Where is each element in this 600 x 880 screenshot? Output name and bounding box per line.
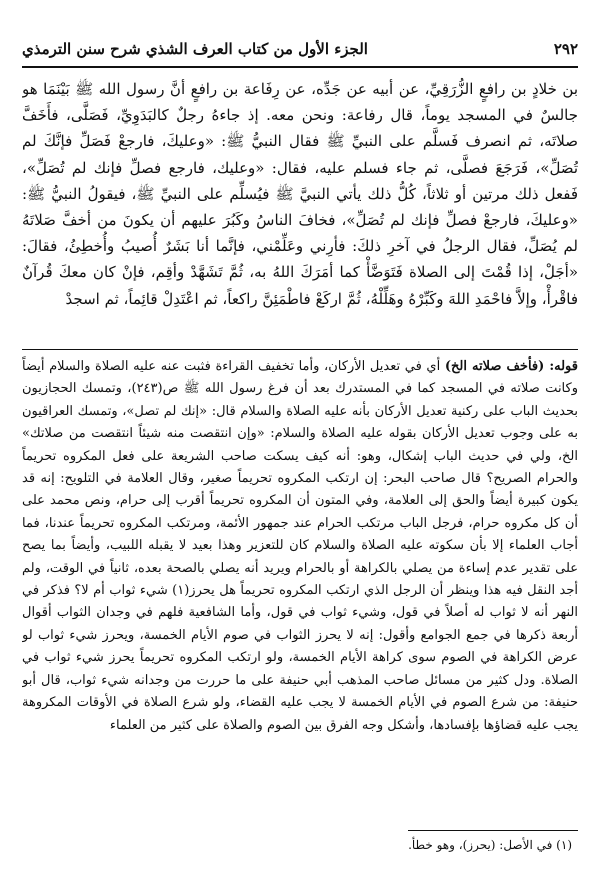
commentary-text: أي في تعديل الأركان، وأما تخفيف القراءة فثبت عنه عليه الصلاة والسلام أيضاً وكانت صلاته في المسجد كما في المستدرك بعد أن فرغ رسول الله ﷺ ص(٢٤٣)، وتمسك الحجازيون بحديث الباب على ركنية تعديل الأركان بأنه عليه الصلاة والسلام قال: «إنك لم تصل»، وتمسك العراقيون به على وجوب تعديل الأركان بقوله عليه الصلاة والسلام: «وإن انتقصت منه شيئاً انتقصت من صلاتك» الخ، ولي في حديث الباب إشكال، وهو: أنه كيف يسكت صاحب الشريعة على فعل المكروه تحريماً والحرام الصريح؟ قال صاحب البحر: إن ارتكب المكروه تحريماً صغير، وقال العلامة في التلويح: إنه قد يكون كبيرة أيضاً والحق إلى العلامة، وفي المتون أن المكروه تحريماً أقرب إلى حرام، ونص محمد على أن كل مكروه حرام، فرجل الباب مرتكب الحرام عند جمهور الأئمة، ومرتكب المكروه تحريماً عندنا، فما أجاب العلماء إلا بأن سكوته عليه الصلاة والسلام كان للتعزير وهذا بعيد لا يقبله اللبيب، وأيضاً بما يصح على تقدير عدم إساءة من يصلي بالكراهة أو بالحرام ويريد أنه يصلي بالصحة بعده، ثانياً في الوقت، ولم أجد النقل فيه هذا وينظر أن الرجل الذي ارتكب المكروه تحريماً هل يحرز(١) شيء ثواب أم لا؟ فذكر في النهر أنه لا ثواب له أصلاً في قول، وشيء ثواب في قول، وأما الشافعية فلهم في وجدان الثواب أقوال أربعة ذكرها في جمع الجوامع وأقول: إنه لا يحرز الثواب في صوم الأيام الخمسة، ويحرز شيء ثواب لو عرض الكراهة في الصوم سوى كراهة الأيام الخمسة، ولو ارتكب المكروه تحريماً يحرز شيء ثواب في الصلاة. ودل كثير من مسائل صاحب المذهب أبي حنيفة على ما حررت من وجدانه شيء ثواب، قال أبو حنيفة: من شرع الصوم في الأيام الخمسة لا يجب عليه القضاء، ولو شرع الصلاة في الأوقات المكروهة يجب عليه قضاؤها بإفسادها، وأشكل وجه الفرق بين الصوم والصلاة على كثير من العلماء bbox=[22, 359, 578, 733]
running-title: الجزء الأول من كتاب العرف الشذي شرح سنن الترمذي bbox=[22, 40, 368, 58]
header-rule bbox=[22, 66, 578, 68]
page-number: ٢٩٢ bbox=[553, 40, 578, 58]
hadith-text: بن خلادٍ بن رافعٍ الزُّرَقِيِّ، عن أبيه عن جَدِّه، عن رِفَاعة بن رافعٍ أنَّ رسول الله ﷺ بَيْنَمَا هو جالسٌ في المسجد يوماً، قال رفاعة: ونحن معه. إذ جاءهُ رجلٌ كالبَدَوِيِّ، فَصَلَّى، فأَخَفَّ صلاتَه، ثم انصرف فَسلَّم على النبيِّ ﷺ فقال النبيُّ ﷺ: «وعليكَ، فارجعْ فَصَلِّ فإنَّكَ لم تُصَلِّ»، فَرَجَعَ فصلَّى، ثم جاء فسلم عليه، فقال: «وعليك، فارجع فصلِّ فإنك لم تُصَلِّ»، فَفعل ذلك مرتين أو ثلاثاً، كُلُّ ذلك يأتي النبيَّ ﷺ فيُسلِّم على النبيِّ ﷺ، فيقولُ النبيُّ ﷺ: «وعليكَ، فارجعْ فصلِّ فإنك لم تُصَلِّ»، فخافَ الناسُ وكَبُرَ عليهم أن يكونَ من أخفَّ صَلاتَهُ لم يُصَلِّ، فقال الرجلُ في آخرِ ذلكَ: فأرِني وعَلِّمْني، فإنَّما أنا بَشَرٌ أُصيبُ وأُخطِئُ، فقالَ: «أجَلْ، إذا قُمْتَ إلى الصلاة فَتَوَضَّأْ كما أمَرَكَ اللهُ به، ثُمَّ تَشَهَّدْ وأقِم، فإنْ كان معكَ قُرآنٌ فاقْرأْ، وإلاَّ فاحْمَدِ اللهَ وكَبِّرْهُ وهَلِّلْهُ، ثُمَّ اركَعْ فاطْمَئِنَّ راكعاً، ثم اعْتَدِلْ قائِماً، ثم اسجدْ bbox=[22, 80, 578, 308]
commentary bbox=[22, 356, 578, 804]
commentary-lead: قوله: (فأخف صلاته الخ) bbox=[444, 359, 578, 374]
footnote: (١) في الأصل: (يحرز)، وهو خطأ. bbox=[408, 838, 572, 852]
section-divider bbox=[22, 349, 578, 350]
footnote-rule bbox=[408, 830, 578, 831]
page-header bbox=[22, 36, 578, 62]
